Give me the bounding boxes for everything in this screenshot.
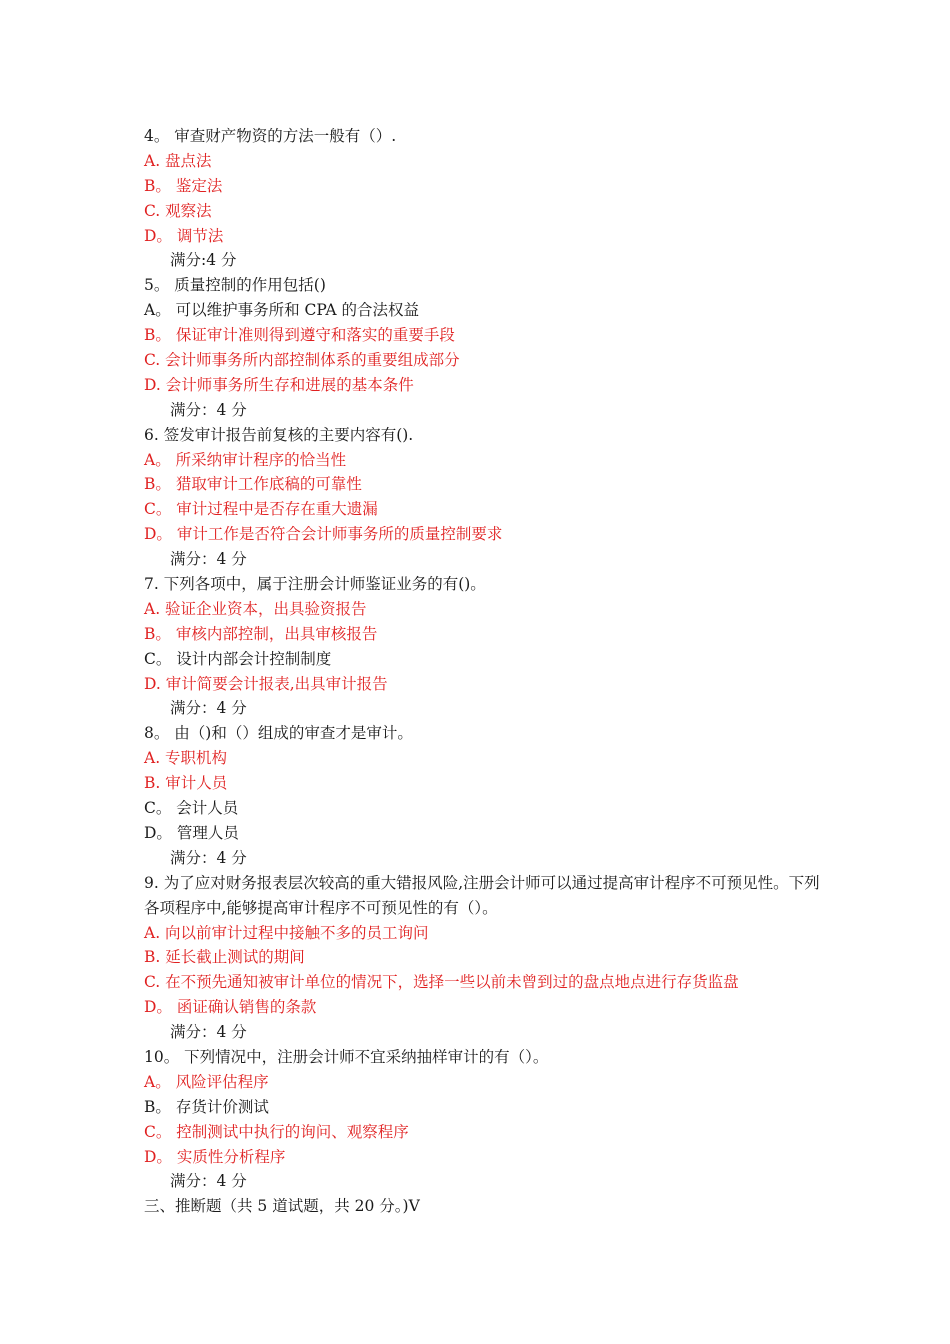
question-block xyxy=(144,871,824,1045)
answer-option: A。 所采纳审计程序的恰当性 xyxy=(144,450,347,469)
answer-option: C. 在不预先通知被审计单位的情况下，选择一些以前未曾到过的盘点地点进行存货监盘 xyxy=(144,973,739,992)
score-note: 满分：4 分 xyxy=(170,550,247,569)
question-stem: 6. 签发审计报告前复核的主要内容有(). xyxy=(144,425,414,444)
score-note: 满分：4 分 xyxy=(170,1023,247,1042)
score-note: 满分：4 分 xyxy=(170,848,247,867)
question-stem: 5。 质量控制的作用包括() xyxy=(144,276,326,295)
question-block xyxy=(144,572,824,721)
answer-option: D。 审计工作是否符合会计师事务所的质量控制要求 xyxy=(144,525,503,544)
question-block xyxy=(144,423,824,572)
option: C。 会计人员 xyxy=(144,799,239,818)
answer-option: C。 审计过程中是否存在重大遗漏 xyxy=(144,500,378,519)
answer-option: B. 延长截止测试的期间 xyxy=(144,948,305,967)
option: A。 可以维护事务所和 CPA 的合法权益 xyxy=(144,301,420,320)
option: C。 设计内部会计控制制度 xyxy=(144,649,332,668)
document-body xyxy=(144,124,824,1219)
answer-option: B。 审核内部控制，出具审核报告 xyxy=(144,624,378,643)
score-note: 满分：4 分 xyxy=(170,1172,247,1191)
option: D。 管理人员 xyxy=(144,823,239,842)
answer-option: C. 会计师事务所内部控制体系的重要组成部分 xyxy=(144,351,460,370)
answer-option: D. 会计师事务所生存和进展的基本条件 xyxy=(144,375,414,394)
question-stem: 7. 下列各项中，属于注册会计师鉴证业务的有()。 xyxy=(144,575,486,594)
question-block xyxy=(144,273,824,422)
question-block xyxy=(144,124,824,273)
answer-option: B。 鉴定法 xyxy=(144,176,223,195)
score-note: 满分：4 分 xyxy=(170,400,247,419)
answer-option: A. 向以前审计过程中接触不多的员工询问 xyxy=(144,923,429,942)
option: B。 存货计价测试 xyxy=(144,1097,269,1116)
answer-option: A. 验证企业资本，出具验资报告 xyxy=(144,599,367,618)
answer-option: A。 风险评估程序 xyxy=(144,1072,269,1091)
answer-option: C。 控制测试中执行的询问、观察程序 xyxy=(144,1122,409,1141)
question-stem: 8。 由（)和（）组成的审查才是审计。 xyxy=(144,724,413,743)
question-block xyxy=(144,1045,824,1194)
section-heading: 三、推断题（共 5 道试题，共 20 分。)V xyxy=(144,1197,420,1216)
question-stem: 9. 为了应对财务报表层次较高的重大错报风险,注册会计师可以通过提高审计程序不可预见性。下列各项程序中,能够提高审计程序不可预见性的有（）。 xyxy=(144,873,820,917)
score-note: 满分:4 分 xyxy=(170,251,237,270)
answer-option: D。 实质性分析程序 xyxy=(144,1147,286,1166)
answer-option: B。 猎取审计工作底稿的可靠性 xyxy=(144,475,362,494)
question-stem: 4。 审查财产物资的方法一般有（）. xyxy=(144,127,397,145)
answer-option: B. 审计人员 xyxy=(144,774,228,793)
question-block xyxy=(144,721,824,870)
answer-option: D. 审计简要会计报表,出具审计报告 xyxy=(144,674,388,693)
question-stem: 10。 下列情况中，注册会计师不宜采纳抽样审计的有（）。 xyxy=(144,1047,549,1066)
score-note: 满分：4 分 xyxy=(170,699,247,718)
answer-option: B。 保证审计准则得到遵守和落实的重要手段 xyxy=(144,326,455,345)
answer-option: C. 观察法 xyxy=(144,201,212,220)
answer-option: A. 盘点法 xyxy=(144,151,212,170)
answer-option: A. 专职机构 xyxy=(144,749,228,768)
answer-option: D。 函证确认销售的条款 xyxy=(144,998,317,1017)
answer-option: D。 调节法 xyxy=(144,226,224,245)
